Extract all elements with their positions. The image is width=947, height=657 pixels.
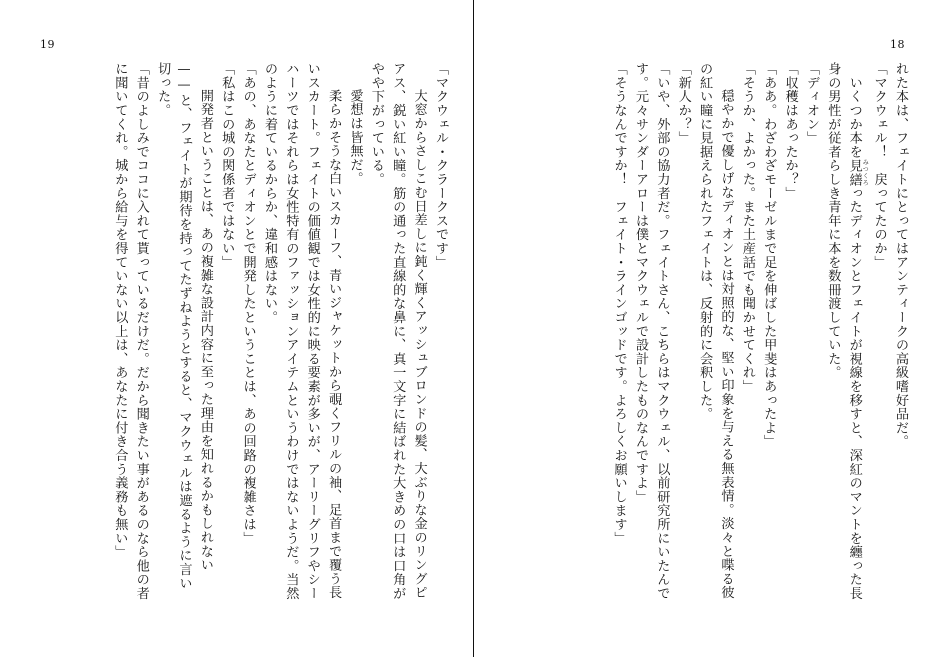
paragraph: 「収穫はあったか？」 xyxy=(782,62,798,200)
page-19-text xyxy=(36,62,451,602)
paragraph: 「あの、あなたとディオンとで開発したということは、あの回路の複雑さは」 xyxy=(240,62,256,545)
paragraph: 「そうか、よかった。また土産話でも聞かせてくれ」 xyxy=(739,62,755,394)
paragraph: 「新人か？」 xyxy=(675,62,691,145)
paragraph: れた本は、フェイトにとってはアンティークの高級嗜好品だ。 xyxy=(893,62,908,449)
paragraph: 「ディオン」 xyxy=(804,62,819,145)
paragraph: 「マクウェル！ 戻ってたのか」 xyxy=(871,62,887,269)
paragraph: 「いや、外部の協力者だ。フェイトさん、こちらはマクウェル、以前研究所にいたんです。元々サンダーアローは僕とマクウェルで設計したものなんですよ」 xyxy=(633,62,670,601)
paragraph: 柔らかそうな白いスカーフ、青いジャケットから覗くフリルの袖、足首まで覆う長いスカート。フェイトの価値観では女性的に映る要素が多いが、アーリーグリフやシーハーツではそれらは女性特有のファッションアイテムというわけではないようだ。当然のように着ているからか、違和感はない。 xyxy=(262,62,342,601)
paragraph: 開発者ということは、あの複雑な設計内容に至った理由を知れるかもしれない——と、フェイトが期待を持ってたずねようとすると、マクウェルは遮るように言い切った。 xyxy=(155,62,213,590)
paragraph: 「私はこの城の関係者ではない」 xyxy=(219,62,235,269)
paragraph: 「昔のよしみでココに入れて貰っているだけだ。だから聞きたい事があるのなら他の者に聞いてくれ。城から給与を得ていない以上は、あなたに付き合う義務も無い」 xyxy=(112,62,149,601)
ruby-annotation: 見繕 みつくろ xyxy=(846,158,869,187)
paragraph-with-ruby: いくつか本を見繕 みつくろったディオンとフェイトが視線を移すと、深紅のマントを纏った長身の男性が従者らしき青年に本を数冊渡していた。 xyxy=(825,62,869,601)
page-18-text xyxy=(499,62,911,602)
page-number-19: 19 xyxy=(40,38,55,51)
paragraph: 「マクウェル・クラークスです」 xyxy=(433,62,448,269)
paragraph: 「ああ。わざわざモーゼルまで足を伸ばした甲斐はあったよ」 xyxy=(761,62,777,449)
paragraph: 「そうなんですか！ フェイト・ラインゴッドです。よろしくお願いします」 xyxy=(611,62,627,545)
page-18 xyxy=(473,0,947,657)
paragraph: 大窓からさしこむ日差しに鈍く輝くアッシュブロンドの髪、大ぶりな金のリングピアス、鋭い紅い瞳。筋の通った直線的な鼻に、真一文字に結ばれた大きめの口は口角がやや下がっている。 xyxy=(368,62,427,601)
paragraph: 穏やかで優しげなディオンとは対照的な、堅い印象を与える無表情。淡々と喋る彼の紅い瞳に見据えられたフェイトは、反射的に会釈した。 xyxy=(697,62,734,600)
ruby-reading: みつくろ xyxy=(861,158,869,187)
page-19 xyxy=(0,0,473,657)
page-number-18: 18 xyxy=(890,38,905,51)
paragraph: 愛想は皆無だ。 xyxy=(347,75,363,186)
